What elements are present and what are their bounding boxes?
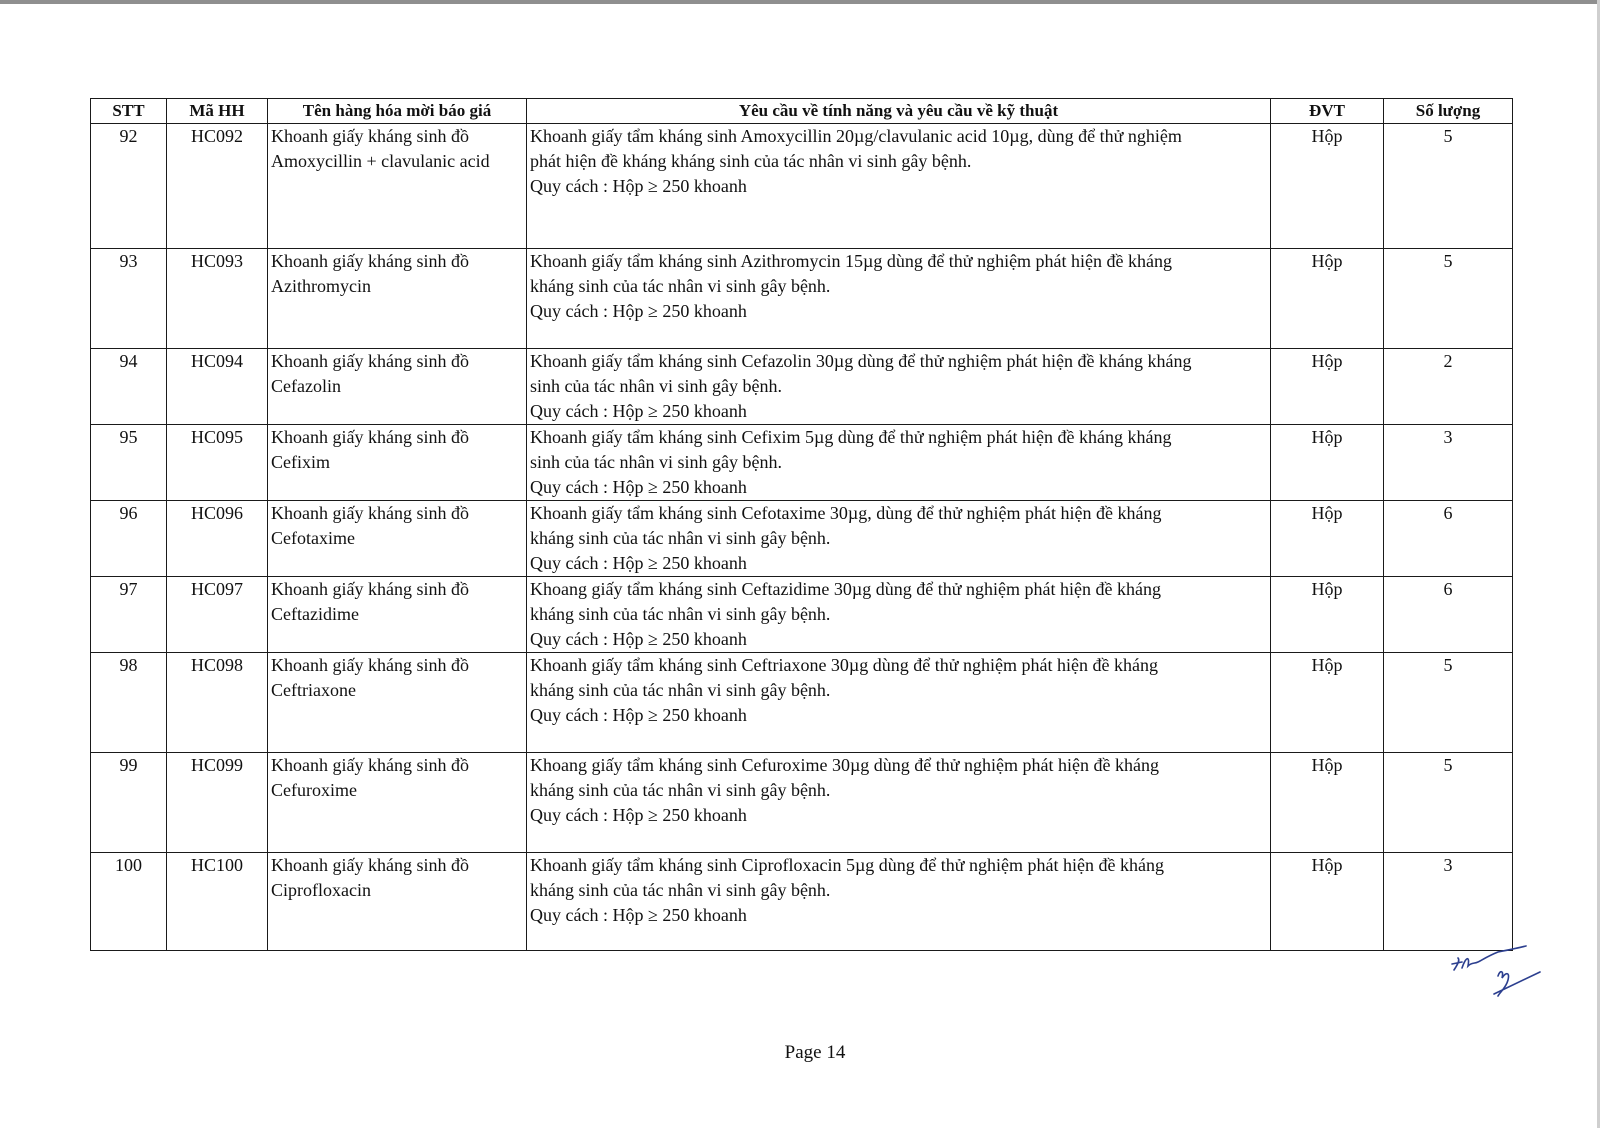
table-body	[91, 124, 1513, 951]
table-row	[91, 853, 1513, 951]
cell-unit: Hộp	[1271, 124, 1384, 249]
name-line: Khoanh giấy kháng sinh đồ	[271, 427, 469, 447]
cell-qty: 6	[1384, 501, 1513, 577]
page-number: Page 14	[784, 1042, 846, 1063]
header-spec: Yêu cầu về tính năng và yêu cầu về kỹ thuật	[527, 99, 1271, 124]
cell-qty: 5	[1384, 753, 1513, 853]
cell-unit: Hộp	[1271, 653, 1384, 753]
spec-line: Khoang giấy tẩm kháng sinh Ceftazidime 30µg dùng để thử nghiệm phát hiện đề kháng	[530, 579, 1161, 599]
spec-line: sinh của tác nhân vi sinh gây bệnh.	[530, 452, 782, 472]
name-line: Khoanh giấy kháng sinh đồ	[271, 655, 469, 675]
cell-spec	[527, 501, 1271, 577]
spec-line: Quy cách : Hộp ≥ 250 khoanh	[530, 477, 747, 497]
spec-line: sinh của tác nhân vi sinh gây bệnh.	[530, 376, 782, 396]
spec-line: Khoang giấy tẩm kháng sinh Cefuroxime 30µg dùng để thử nghiệm phát hiện đề kháng	[530, 755, 1160, 775]
table-row	[91, 501, 1513, 577]
cell-stt: 94	[91, 349, 167, 425]
spec-line: Khoanh giấy tẩm kháng sinh Amoxycillin 20µg/clavulanic acid 10µg, dùng để thử nghiệm	[530, 126, 1182, 146]
cell-code: HC100	[167, 853, 268, 951]
name-line: Khoanh giấy kháng sinh đồ	[271, 755, 469, 775]
cell-stt: 95	[91, 425, 167, 501]
spec-line: Quy cách : Hộp ≥ 250 khoanh	[530, 553, 747, 573]
cell-spec	[527, 425, 1271, 501]
spec-line: Quy cách : Hộp ≥ 250 khoanh	[530, 176, 747, 196]
cell-stt: 96	[91, 501, 167, 577]
cell-name	[268, 653, 527, 753]
cell-spec	[527, 124, 1271, 249]
cell-spec	[527, 753, 1271, 853]
name-line: Khoanh giấy kháng sinh đồ	[271, 351, 469, 371]
cell-name	[268, 501, 527, 577]
name-line: Cefotaxime	[271, 528, 355, 548]
table-row	[91, 349, 1513, 425]
cell-name	[268, 753, 527, 853]
spec-line: Khoanh giấy tẩm kháng sinh Cefotaxime 30µg, dùng để thử nghiệm phát hiện đề kháng	[530, 503, 1162, 523]
cell-code: HC098	[167, 653, 268, 753]
cell-qty: 3	[1384, 425, 1513, 501]
name-line: Azithromycin	[271, 276, 371, 296]
cell-qty: 5	[1384, 249, 1513, 349]
cell-code: HC093	[167, 249, 268, 349]
spec-line: Quy cách : Hộp ≥ 250 khoanh	[530, 705, 747, 725]
cell-name	[268, 853, 527, 951]
table-header	[91, 99, 1513, 124]
cell-stt: 93	[91, 249, 167, 349]
cell-spec	[527, 853, 1271, 951]
cell-unit: Hộp	[1271, 249, 1384, 349]
name-line: Cefuroxime	[271, 780, 357, 800]
spec-line: kháng sinh của tác nhân vi sinh gây bệnh.	[530, 276, 831, 296]
spec-line: Khoanh giấy tẩm kháng sinh Ciprofloxacin 5µg dùng để thử nghiệm phát hiện đề kháng	[530, 855, 1165, 875]
table-row	[91, 124, 1513, 249]
name-line: Cefixim	[271, 452, 330, 472]
spec-line: Quy cách : Hộp ≥ 250 khoanh	[530, 629, 747, 649]
cell-code: HC094	[167, 349, 268, 425]
cell-stt: 92	[91, 124, 167, 249]
cell-unit: Hộp	[1271, 753, 1384, 853]
cell-spec	[527, 577, 1271, 653]
spec-line: phát hiện đề kháng kháng sinh của tác nhân vi sinh gây bệnh.	[530, 151, 972, 171]
spec-line: kháng sinh của tác nhân vi sinh gây bệnh.	[530, 680, 831, 700]
cell-name	[268, 577, 527, 653]
cell-qty: 3	[1384, 853, 1513, 951]
spec-line: Khoanh giấy tẩm kháng sinh Cefazolin 30µg dùng để thử nghiệm phát hiện đề kháng kháng	[530, 351, 1192, 371]
cell-stt: 100	[91, 853, 167, 951]
table-row	[91, 653, 1513, 753]
cell-code: HC097	[167, 577, 268, 653]
cell-qty: 2	[1384, 349, 1513, 425]
name-line: Khoanh giấy kháng sinh đồ	[271, 579, 469, 599]
cell-unit: Hộp	[1271, 577, 1384, 653]
name-line: Cefazolin	[271, 376, 341, 396]
spec-line: Quy cách : Hộp ≥ 250 khoanh	[530, 401, 747, 421]
cell-qty: 5	[1384, 124, 1513, 249]
spec-line: Quy cách : Hộp ≥ 250 khoanh	[530, 301, 747, 321]
cell-name	[268, 124, 527, 249]
cell-code: HC095	[167, 425, 268, 501]
header-name: Tên hàng hóa mời báo giá	[268, 99, 527, 124]
cell-code: HC099	[167, 753, 268, 853]
cell-stt: 98	[91, 653, 167, 753]
spec-line: kháng sinh của tác nhân vi sinh gây bệnh.	[530, 604, 831, 624]
name-line: Ceftriaxone	[271, 680, 356, 700]
spec-line: kháng sinh của tác nhân vi sinh gây bệnh.	[530, 528, 831, 548]
cell-spec	[527, 349, 1271, 425]
header-qty: Số lượng	[1384, 99, 1513, 124]
cell-unit: Hộp	[1271, 501, 1384, 577]
cell-name	[268, 249, 527, 349]
name-line: Khoanh giấy kháng sinh đồ	[271, 855, 469, 875]
table-row	[91, 577, 1513, 653]
spec-line: Quy cách : Hộp ≥ 250 khoanh	[530, 805, 747, 825]
name-line: Khoanh giấy kháng sinh đồ	[271, 251, 469, 271]
handwritten-signature	[1448, 942, 1548, 1002]
spec-table	[90, 98, 1513, 951]
cell-stt: 97	[91, 577, 167, 653]
spec-line: kháng sinh của tác nhân vi sinh gây bệnh.	[530, 880, 831, 900]
header-stt: STT	[91, 99, 167, 124]
cell-code: HC092	[167, 124, 268, 249]
header-code: Mã HH	[167, 99, 268, 124]
cell-unit: Hộp	[1271, 425, 1384, 501]
name-line: Khoanh giấy kháng sinh đồ	[271, 503, 469, 523]
name-line: Amoxycillin + clavulanic acid	[271, 151, 490, 171]
cell-spec	[527, 653, 1271, 753]
name-line: Ciprofloxacin	[271, 880, 371, 900]
cell-qty: 6	[1384, 577, 1513, 653]
cell-code: HC096	[167, 501, 268, 577]
cell-qty: 5	[1384, 653, 1513, 753]
spec-line: Quy cách : Hộp ≥ 250 khoanh	[530, 905, 747, 925]
cell-unit: Hộp	[1271, 349, 1384, 425]
table-row	[91, 249, 1513, 349]
header-row	[91, 99, 1513, 124]
cell-unit: Hộp	[1271, 853, 1384, 951]
cell-spec	[527, 249, 1271, 349]
table-row	[91, 425, 1513, 501]
scan-top-edge	[0, 0, 1600, 4]
header-unit: ĐVT	[1271, 99, 1384, 124]
spec-line: kháng sinh của tác nhân vi sinh gây bệnh.	[530, 780, 831, 800]
cell-name	[268, 349, 527, 425]
name-line: Khoanh giấy kháng sinh đồ	[271, 126, 469, 146]
name-line: Ceftazidime	[271, 604, 359, 624]
table-row	[91, 753, 1513, 853]
spec-line: Khoanh giấy tẩm kháng sinh Ceftriaxone 30µg dùng để thử nghiệm phát hiện đề kháng	[530, 655, 1158, 675]
cell-stt: 99	[91, 753, 167, 853]
spec-line: Khoanh giấy tẩm kháng sinh Azithromycin 15µg dùng để thử nghiệm phát hiện đề kháng	[530, 251, 1173, 271]
spec-line: Khoanh giấy tẩm kháng sinh Cefixim 5µg dùng để thử nghiệm phát hiện đề kháng kháng	[530, 427, 1172, 447]
cell-name	[268, 425, 527, 501]
